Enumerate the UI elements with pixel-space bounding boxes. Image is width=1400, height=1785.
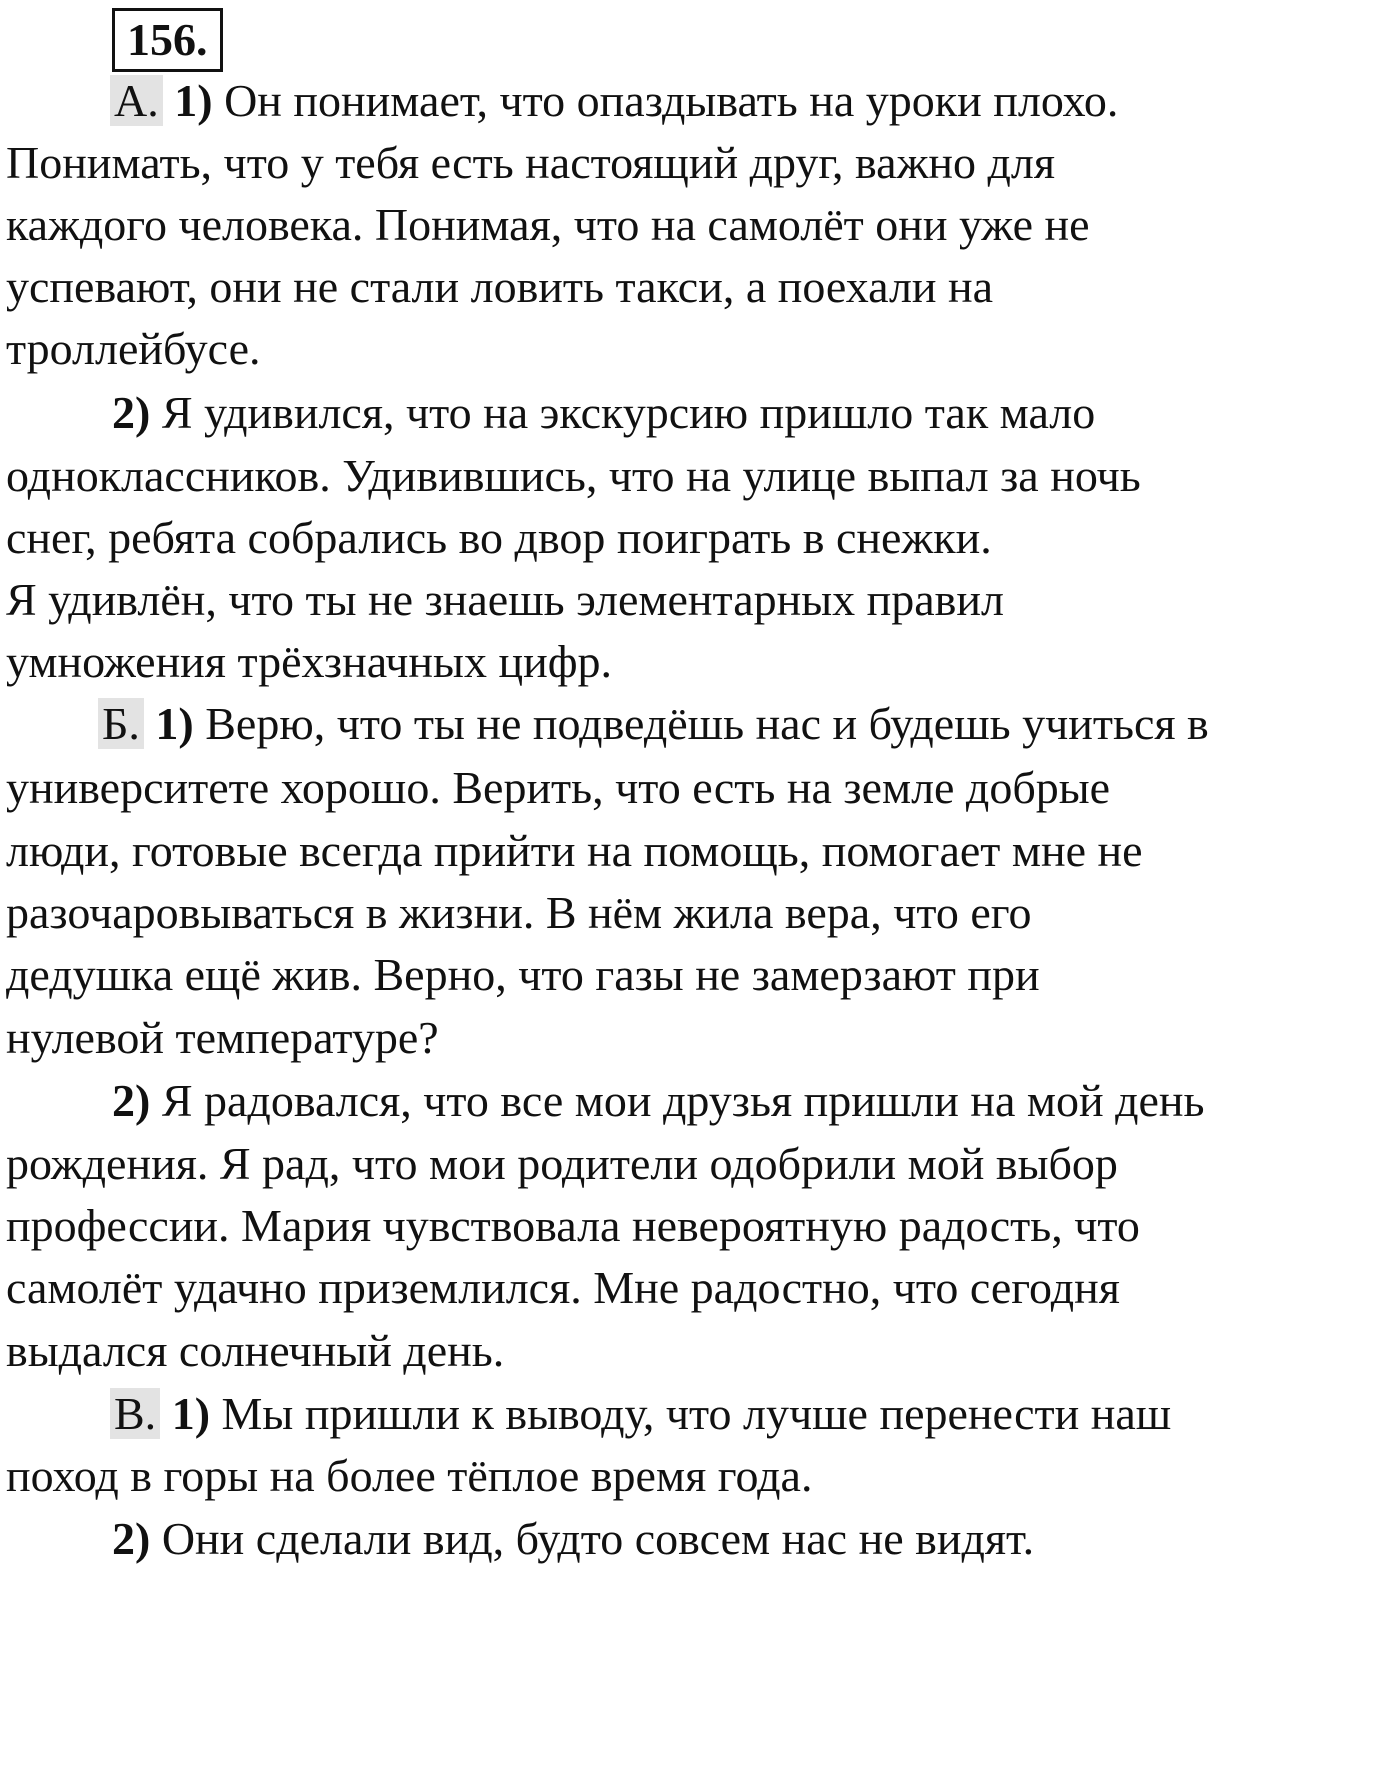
- text-fragment: Я удивился, что на экскурсию пришло так мало: [150, 387, 1096, 438]
- exercise-number: 156.: [112, 8, 223, 72]
- item-number: 1): [174, 75, 213, 126]
- text-line: [112, 377, 1095, 449]
- text-fragment: Я радовался, что все мои друзья пришли на мой день: [150, 1075, 1205, 1126]
- item-number: 2): [112, 387, 151, 438]
- text-line: университете хорошо. Верить, что есть на земле добрые: [6, 762, 1111, 813]
- text-line: [112, 1065, 1205, 1137]
- text-line: каждого человека. Понимая, что на самолёт они уже не: [6, 199, 1090, 250]
- text-line: выдался солнечный день.: [6, 1325, 505, 1376]
- item-number: 1): [155, 698, 194, 749]
- text-line: нулевой температуре?: [6, 1012, 439, 1063]
- item-number: 1): [171, 1388, 211, 1439]
- section-letter-b: Б.: [98, 698, 144, 749]
- text-fragment: Они сделали вид, будто совсем нас не видят.: [150, 1513, 1035, 1564]
- text-line: Понимать, что у тебя есть настоящий друг, важно для: [6, 137, 1055, 188]
- text-line: разочаровываться в жизни. В нём жила вера, что его: [6, 887, 1032, 938]
- text-line: троллейбусе.: [6, 323, 261, 374]
- item-number: 2): [112, 1075, 151, 1126]
- text-line: снег, ребята собрались во двор поиграть в снежки.: [6, 512, 992, 563]
- text-line: Я удивлён, что ты не знаешь элементарных правил: [6, 574, 1004, 625]
- text-line: профессии. Мария чувствовала невероятную радость, что: [6, 1200, 1140, 1251]
- text-line: люди, готовые всегда прийти на помощь, помогает мне не: [6, 825, 1143, 876]
- section-letter-a: А.: [110, 75, 163, 126]
- text-fragment: Мы пришли к выводу, что лучше перенести наш: [210, 1388, 1172, 1439]
- text-line: [112, 1503, 1034, 1575]
- item-number: 2): [112, 1513, 151, 1564]
- text-line: поход в горы на более тёплое время года.: [6, 1450, 813, 1501]
- text-line: самолёт удачно приземлился. Мне радостно, что сегодня: [6, 1262, 1120, 1313]
- text-line: одноклассников. Удивившись, что на улице выпал за ночь: [6, 450, 1141, 501]
- section-letter-v: В.: [110, 1388, 160, 1439]
- text-line: успевают, они не стали ловить такси, а поехали на: [6, 261, 994, 312]
- text-line: дедушка ещё жив. Верно, что газы не замерзают при: [6, 949, 1040, 1000]
- text-line: [98, 688, 1209, 760]
- text-line: рождения. Я рад, что мои родители одобрили мой выбор: [6, 1138, 1118, 1189]
- text-fragment: Верю, что ты не подведёшь нас и будешь учиться в: [193, 698, 1209, 749]
- text-fragment: Он понимает, что опаздывать на уроки плохо.: [212, 75, 1119, 126]
- text-line: умножения трёхзначных цифр.: [6, 636, 612, 687]
